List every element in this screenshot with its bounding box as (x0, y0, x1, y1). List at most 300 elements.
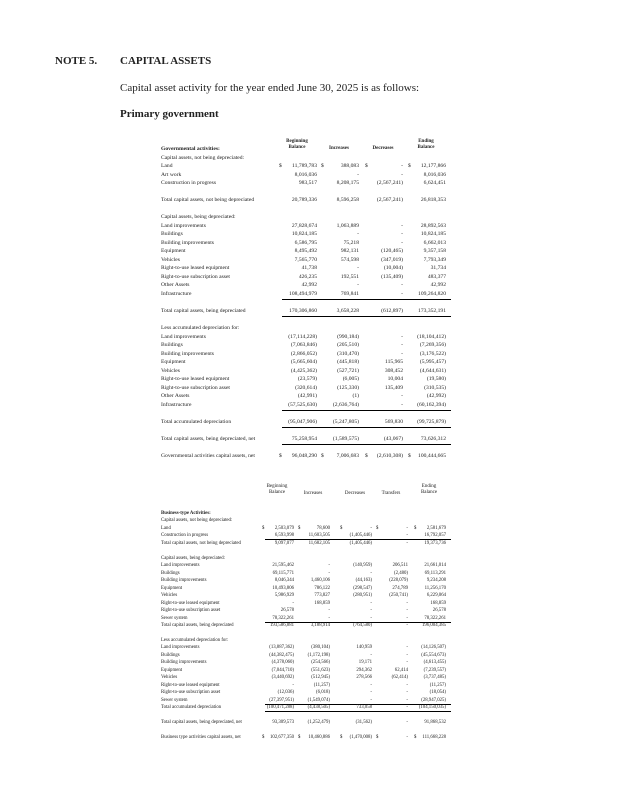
value-cell: (44,163) (355, 578, 372, 584)
value-cell: 62,414 (394, 667, 408, 673)
value-cell: 109,264,820 (418, 291, 446, 297)
value-cell: 2,503,079 (274, 525, 294, 531)
row-label: Building improvements (161, 578, 207, 584)
value-cell: (104,150,035) (418, 705, 446, 711)
value-cell: (7,239,557) (423, 667, 446, 673)
value-cell: 8,046,344 (274, 578, 294, 584)
divider-line (282, 316, 451, 317)
value-cell: - (370, 570, 372, 576)
value-cell: (380,104) (311, 645, 330, 651)
value-cell: 569,830 (384, 418, 403, 425)
value-cell: - (357, 171, 359, 178)
value-cell: 10,004 (387, 376, 403, 383)
value-cell: 193,586,881 (270, 623, 294, 629)
value-cell: (298,547) (353, 585, 372, 591)
value-cell: 6,586,795 (294, 239, 317, 246)
value-cell: (43,067) (383, 436, 403, 443)
value-cell: (2,636,764) (332, 401, 359, 408)
value-cell: 294,362 (356, 667, 372, 673)
value-cell: - (328, 608, 330, 614)
row-label: Total capital assets, not being depreciated (161, 197, 255, 204)
row-label: Business type activities capital assets, net (161, 735, 241, 741)
value-cell: 41,738 (301, 265, 317, 272)
value-cell: (12,036) (277, 690, 294, 696)
value-cell: - (370, 652, 372, 658)
value-cell: (1,549,074) (307, 697, 330, 703)
value-cell: (1) (352, 393, 359, 400)
dollar-sign: $ (376, 525, 379, 531)
value-cell: - (406, 652, 408, 658)
value-cell: (95,047,906) (288, 418, 317, 425)
value-cell: 111,668,228 (422, 735, 446, 741)
note-subtitle: Capital asset activity for the year ended June 30, 2025 is as follows: (120, 82, 420, 94)
row-label: Other Assets (161, 282, 190, 289)
dollar-sign: $ (321, 163, 324, 170)
value-cell: (347,019) (381, 256, 403, 263)
row-label: Capital assets, not being depreciated: (161, 154, 245, 161)
value-cell: - (406, 533, 408, 539)
value-cell: (3,737,485) (423, 675, 446, 681)
value-cell: - (357, 231, 359, 238)
note-number: NOTE 5. (55, 55, 98, 67)
value-cell: (14,126,507) (421, 645, 446, 651)
row-label: Equipment (161, 585, 183, 591)
value-cell: (18,054) (429, 690, 446, 696)
value-cell: 7,565,770 (294, 256, 317, 263)
row-label: Total capital assets, being depreciated (161, 308, 246, 315)
value-cell: 20,789,336 (291, 197, 317, 204)
value-cell: (42,991) (297, 393, 317, 400)
row-label: Vehicles (161, 367, 180, 374)
dollar-sign: $ (414, 525, 417, 531)
value-cell: 8,016,036 (294, 171, 317, 178)
dollar-sign: $ (414, 735, 417, 741)
row-label: Buildings (161, 652, 180, 658)
value-cell: (140,959) (353, 563, 372, 569)
dollar-sign: $ (298, 525, 301, 531)
value-cell: (125,330) (337, 384, 359, 391)
value-cell: 69,113,291 (424, 570, 446, 576)
value-cell: - (401, 333, 403, 340)
row-label: Total accumulated depreciation (161, 705, 222, 711)
value-cell: 26,578 (432, 608, 446, 614)
value-cell: 11,789,783 (292, 163, 317, 170)
value-cell: - (406, 705, 408, 711)
dollar-sign: $ (262, 735, 265, 741)
value-cell: (28,947,025) (421, 697, 446, 703)
row-label: Land improvements (161, 333, 206, 340)
value-cell: (57,525,630) (288, 401, 317, 408)
row-label: Construction in progress (161, 533, 209, 539)
value-cell: - (406, 720, 408, 726)
row-label: Sewer system (161, 697, 188, 703)
value-cell: - (357, 265, 359, 272)
row-label: Right-to-use subscription asset (161, 384, 230, 391)
value-cell: 6,229,064 (426, 593, 446, 599)
value-cell: - (406, 690, 408, 696)
value-cell: - (406, 608, 408, 614)
value-cell: 27,828,674 (291, 222, 317, 229)
value-cell: 769,841 (340, 291, 359, 297)
value-cell: 91,868,532 (424, 720, 446, 726)
value-cell: 982,131 (340, 248, 359, 255)
value-cell: 8,016,036 (423, 171, 446, 178)
value-cell: 1,063,889 (336, 222, 359, 229)
value-cell: 308,452 (384, 367, 403, 374)
column-header: Increases (329, 146, 349, 151)
value-cell: 69,115,771 (272, 570, 294, 576)
value-cell: 168,859 (314, 600, 330, 606)
value-cell: - (406, 615, 408, 621)
value-cell: 10,824,185 (291, 231, 317, 238)
value-cell: 8,596,258 (336, 197, 359, 204)
row-label: Vehicles (161, 675, 178, 681)
value-cell: 108,494,979 (289, 291, 317, 297)
value-cell: - (401, 239, 403, 246)
value-cell: 168,859 (430, 600, 446, 606)
value-cell: - (292, 682, 294, 688)
value-cell: (11,257) (313, 682, 330, 688)
value-cell: 9,234,208 (426, 578, 446, 584)
value-cell: (1,470,008) (349, 735, 372, 741)
value-cell: 2,581,679 (426, 525, 446, 531)
column-header: Ending Balance (420, 484, 438, 495)
value-cell: (60,162,394) (417, 401, 446, 408)
column-header: Beginning Balance (266, 484, 288, 495)
value-cell: (13,887,362) (269, 645, 294, 651)
value-cell: - (406, 697, 408, 703)
column-header: Beginning Balance (286, 139, 308, 150)
value-cell: (254,566) (311, 660, 330, 666)
value-cell: (17,114,228) (288, 333, 317, 340)
value-cell: 78,600 (316, 525, 330, 531)
value-cell: (31,562) (355, 720, 372, 726)
value-cell: (11,257) (429, 682, 446, 688)
value-cell: 5,986,929 (274, 593, 294, 599)
value-cell: - (401, 163, 403, 170)
value-cell: - (370, 608, 372, 614)
value-cell: (7,269,356) (419, 342, 446, 349)
column-header: Ending Balance (417, 139, 435, 150)
row-label: Capital assets, not being depreciated: (161, 518, 233, 524)
row-label: Equipment (161, 248, 186, 255)
dollar-sign: $ (321, 453, 324, 460)
value-cell: - (370, 600, 372, 606)
value-cell: (4,613,455) (423, 660, 446, 666)
value-cell: - (406, 682, 408, 688)
value-cell: 19,373,736 (424, 540, 446, 546)
value-cell: (5,995,457) (419, 359, 446, 366)
value-cell: (228,079) (389, 578, 408, 584)
dollar-sign: $ (340, 735, 343, 741)
row-label: Land improvements (161, 222, 206, 229)
value-cell: 173,352,191 (418, 308, 446, 315)
divider-line (282, 427, 451, 428)
row-label: Construction in progress (161, 180, 217, 187)
value-cell: - (328, 570, 330, 576)
value-cell: 42,992 (430, 282, 446, 289)
value-cell: 9,357,158 (423, 248, 446, 255)
value-cell: 733,058 (356, 705, 372, 711)
value-cell: (5,247,805) (332, 418, 359, 425)
row-label: Buildings (161, 570, 180, 576)
value-cell: (280,951) (353, 593, 372, 599)
row-label: Right-to-use subscription asset (161, 608, 221, 614)
value-cell: - (401, 291, 403, 297)
value-cell: (1,589,575) (332, 436, 359, 443)
row-label: Land (161, 525, 171, 531)
row-label: Other Assets (161, 393, 190, 400)
column-header: Decreases (344, 491, 366, 496)
value-cell: - (406, 735, 408, 741)
value-cell: - (357, 282, 359, 289)
value-cell: 93,309,573 (272, 720, 294, 726)
row-label: Building improvements (161, 660, 207, 666)
value-cell: - (406, 600, 408, 606)
value-cell: 1,460,106 (310, 578, 330, 584)
value-cell: 983,517 (298, 180, 317, 187)
value-cell: (19,580) (426, 376, 446, 383)
value-cell: - (370, 525, 372, 531)
value-cell: 11,682,105 (308, 540, 330, 546)
value-cell: - (292, 600, 294, 606)
value-cell: (62,414) (391, 675, 408, 681)
value-cell: - (406, 623, 408, 629)
value-cell: (42,992) (426, 393, 446, 400)
value-cell: 11,603,505 (308, 533, 330, 539)
value-cell: - (401, 401, 403, 408)
value-cell: 135,409 (384, 384, 403, 391)
value-cell: (764,580) (353, 623, 372, 629)
section-heading: Primary government (120, 108, 219, 120)
value-cell: (2,866,052) (290, 350, 317, 357)
row-label: Buildings (161, 342, 183, 349)
value-cell: - (406, 660, 408, 666)
value-cell: 12,177,866 (420, 163, 446, 170)
row-label: Right-to-use subscription asset (161, 273, 230, 280)
row-label: Total accumulated depreciation (161, 418, 232, 425)
value-cell: 574,598 (340, 256, 359, 263)
value-cell: (18,104,412) (417, 333, 446, 340)
note-title: CAPITAL ASSETS (120, 55, 212, 67)
row-label: Art work (161, 171, 182, 178)
value-cell: (120,465) (381, 248, 403, 255)
value-cell: (1,172,198) (307, 652, 330, 658)
value-cell: 278,566 (356, 675, 372, 681)
row-label: Infrastructure (161, 291, 192, 297)
value-cell: (44,382,475) (269, 652, 294, 658)
value-cell: (205,510) (337, 342, 359, 349)
value-cell: 3,188,914 (310, 623, 330, 629)
row-label: Vehicles (161, 256, 180, 263)
dollar-sign: $ (262, 525, 265, 531)
value-cell: 388,083 (340, 163, 359, 170)
row-label: Land improvements (161, 563, 200, 569)
value-cell: 11,256,170 (424, 585, 446, 591)
value-cell: 115,965 (385, 359, 403, 366)
dollar-sign: $ (279, 163, 282, 170)
value-cell: (310,470) (337, 350, 359, 357)
column-header: Transfers (381, 491, 401, 496)
row-label: Total capital assets, not being depreciated (161, 540, 241, 546)
value-cell: (3,176,522) (419, 350, 446, 357)
value-cell: 78,322,261 (272, 615, 294, 621)
row-label: Land (161, 163, 173, 170)
column-header: Decreases (372, 146, 394, 151)
value-cell: 75,258,954 (291, 436, 317, 443)
value-cell: 274,789 (392, 585, 408, 591)
column-header: Increases (303, 491, 323, 496)
divider-line (282, 410, 451, 411)
value-cell: (2,567,241) (376, 197, 403, 204)
row-label: Land improvements (161, 645, 200, 651)
row-label: Total capital assets, being depreciated (161, 623, 234, 629)
value-cell: (612,897) (381, 308, 403, 315)
value-cell: (445,818) (337, 359, 359, 366)
value-cell: 7,006,683 (336, 453, 359, 460)
value-cell: (135,409) (381, 273, 403, 280)
value-cell: 28,892,563 (420, 222, 446, 229)
value-cell: 192,551 (340, 273, 359, 280)
row-label: Vehicles (161, 593, 178, 599)
row-label: Total capital assets, being depreciated, net (161, 436, 256, 443)
row-label: Right-to-use leased equipment (161, 600, 220, 606)
value-cell: (990,184) (337, 333, 359, 340)
dollar-sign: $ (408, 163, 411, 170)
value-cell: 21,595,462 (272, 563, 294, 569)
row-label: Right-to-use leased equipment (161, 682, 220, 688)
value-cell: (45,554,673) (421, 652, 446, 658)
dollar-sign: $ (279, 453, 282, 460)
value-cell: (527,721) (337, 367, 359, 374)
value-cell: 426,235 (298, 273, 317, 280)
row-label: Business-type Activities: (161, 511, 211, 516)
value-cell: 7,793,349 (423, 256, 446, 263)
value-cell: 26,578 (280, 608, 294, 614)
value-cell: 26,818,353 (420, 197, 446, 204)
dollar-sign: $ (298, 735, 301, 741)
value-cell: 100,444,665 (418, 453, 446, 460)
value-cell: 10,493,806 (272, 585, 294, 591)
value-cell: (2,610,308) (376, 453, 403, 460)
value-cell: 16,792,057 (424, 533, 446, 539)
value-cell: 170,306,860 (289, 308, 317, 315)
dollar-sign: $ (365, 163, 368, 170)
value-cell: - (401, 282, 403, 289)
value-cell: (27,397,951) (269, 697, 294, 703)
divider-line (265, 711, 451, 712)
dollar-sign: $ (376, 735, 379, 741)
value-cell: 6,624,451 (423, 180, 446, 187)
row-label: Governmental activities capital assets, net (161, 453, 255, 460)
value-cell: 3,658,228 (336, 308, 359, 315)
row-label: Total capital assets, being depreciated, net (161, 720, 242, 726)
value-cell: (250,741) (389, 593, 408, 599)
value-cell: (3,440,692) (271, 675, 294, 681)
value-cell: 773,827 (314, 593, 330, 599)
value-cell: - (401, 171, 403, 178)
row-label: Building improvements (161, 239, 214, 246)
row-label: Infrastructure (161, 401, 192, 408)
value-cell: - (401, 222, 403, 229)
row-label: Sewer system (161, 615, 188, 621)
row-label: Right-to-use leased equipment (161, 265, 230, 272)
value-cell: (4,425,362) (290, 367, 317, 374)
value-cell: 31,734 (430, 265, 446, 272)
value-cell: 6,662,013 (423, 239, 446, 246)
dollar-sign: $ (408, 453, 411, 460)
value-cell: (1,405,446) (349, 533, 372, 539)
value-cell: (100,471,288) (266, 705, 294, 711)
divider-line (282, 444, 451, 445)
dollar-sign: $ (365, 453, 368, 460)
value-cell: - (401, 350, 403, 357)
divider-line (282, 299, 451, 300)
value-cell: - (406, 540, 408, 546)
value-cell: - (328, 615, 330, 621)
row-label: Capital assets, being depreciated: (161, 555, 225, 561)
row-label: Less accumulated depreciation for: (161, 325, 240, 332)
value-cell: 75,218 (343, 239, 359, 246)
value-cell: 10,824,185 (420, 231, 446, 238)
value-cell: - (370, 615, 372, 621)
value-cell: - (370, 690, 372, 696)
value-cell: (23,579) (297, 376, 317, 383)
value-cell: 206,511 (392, 563, 408, 569)
value-cell: (99,725,879) (417, 418, 446, 425)
value-cell: (7,044,710) (271, 667, 294, 673)
value-cell: (4,438,505) (307, 705, 330, 711)
value-cell: (7,063,846) (290, 342, 317, 349)
value-cell: - (370, 697, 372, 703)
row-label: Right-to-use leased equipment (161, 376, 230, 383)
dollar-sign: $ (340, 525, 343, 531)
value-cell: - (406, 525, 408, 531)
value-cell: 8,208,175 (336, 180, 359, 187)
row-label: Capital assets, being depreciated: (161, 214, 236, 221)
row-label: Right-to-use subscription asset (161, 690, 221, 696)
value-cell: 6,593,998 (274, 533, 294, 539)
value-cell: 19,171 (358, 660, 372, 666)
value-cell: 786,122 (314, 585, 330, 591)
value-cell: 96,048,290 (291, 453, 317, 460)
value-cell: 21,661,014 (424, 563, 446, 569)
value-cell: - (401, 231, 403, 238)
value-cell: 78,322,261 (424, 615, 446, 621)
value-cell: 9,097,077 (274, 540, 294, 546)
value-cell: (1,252,479) (307, 720, 330, 726)
value-cell: (5,665,604) (290, 359, 317, 366)
value-cell: - (401, 342, 403, 349)
value-cell: - (406, 645, 408, 651)
value-cell: (10,004) (383, 265, 403, 272)
value-cell: (6,018) (316, 690, 330, 696)
value-cell: (2,567,241) (376, 180, 403, 187)
value-cell: 10,460,886 (308, 735, 330, 741)
value-cell: (4,378,060) (271, 660, 294, 666)
value-cell: 196,004,385 (422, 623, 446, 629)
value-cell: (6,005) (342, 376, 359, 383)
value-cell: 42,992 (301, 282, 317, 289)
row-label: Building improvements (161, 350, 214, 357)
value-cell: 73,626,312 (420, 436, 446, 443)
row-label: Buildings (161, 231, 183, 238)
value-cell: (320,614) (295, 384, 317, 391)
value-cell: (551,623) (311, 667, 330, 673)
value-cell: - (401, 393, 403, 400)
value-cell: - (370, 682, 372, 688)
value-cell: 483,377 (427, 273, 446, 280)
